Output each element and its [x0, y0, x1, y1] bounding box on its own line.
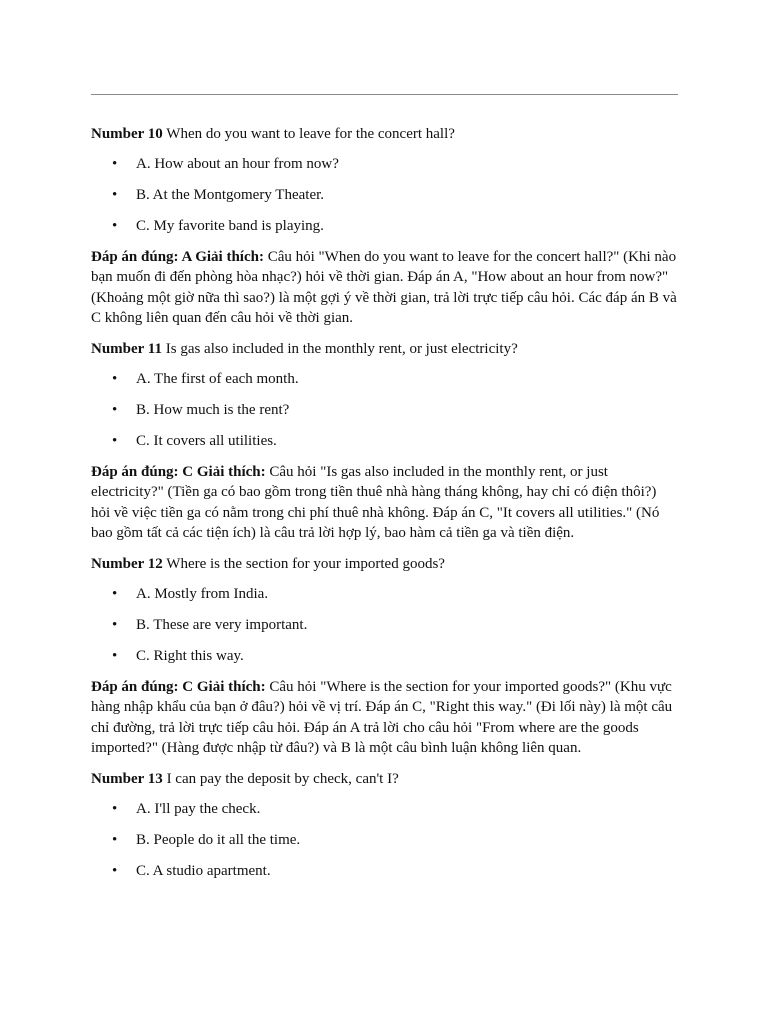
answer-explanation — [91, 462, 678, 544]
explanation-text: Câu hỏi "Is gas also included in the monthly rent, or just electricity?" (Tiền ga có bao gồm trong tiền thuê nhà hàng tháng không, hay chỉ có điện thôi?) hỏi về việc tiền ga có nằm trong chi phí thuê nhà không. Đáp án C, "It covers all utilities." (Nó bao gồm tất cả các tiện ích) là câu trả lời hợp lý, bao hàm cả tiền ga và tiền điện. — [91, 463, 660, 541]
question-line — [91, 339, 678, 360]
option-list — [91, 799, 678, 882]
question-text: When do you want to leave for the concert hall? — [162, 126, 455, 142]
option-item — [91, 216, 678, 237]
answer-label: Đáp án đúng: C Giải thích: — [91, 463, 266, 480]
option-list — [91, 154, 678, 237]
bullet-icon: • — [112, 217, 118, 234]
bullet-icon: • — [112, 155, 118, 172]
option-text: C. Right this way. — [136, 647, 244, 664]
question-block — [91, 339, 678, 544]
option-text: C. It covers all utilities. — [136, 432, 277, 449]
option-text: A. I'll pay the check. — [136, 800, 261, 817]
bullet-icon: • — [112, 585, 118, 602]
question-text: I can pay the deposit by check, can't I? — [162, 771, 399, 787]
question-text: Where is the section for your imported goods? — [162, 556, 445, 572]
question-text: Is gas also included in the monthly rent, or just electricity? — [161, 341, 518, 357]
explanation-text: Câu hỏi "Where is the section for your imported goods?" (Khu vực hàng nhập khẩu của bạn ở đâu?) hỏi về vị trí. Đáp án C, "Right this way." (Đi lối này) là một câu chỉ đường, trả lời trực tiếp câu hỏi. Đáp án A trả lời cho câu hỏi "From where are the goods imported?" (Hàng được nhập từ đâu?) và B là một câu bình luận không liên quan. — [91, 678, 673, 756]
option-item — [91, 646, 678, 667]
option-text: B. How much is the rent? — [136, 401, 290, 418]
question-line — [91, 124, 678, 145]
bullet-icon: • — [112, 370, 118, 387]
option-text: A. How about an hour from now? — [136, 155, 339, 172]
option-text: B. At the Montgomery Theater. — [136, 186, 325, 203]
question-number: Number 10 — [91, 126, 163, 142]
answer-explanation — [91, 247, 678, 329]
answer-label: Đáp án đúng: A Giải thích: — [91, 248, 264, 265]
question-line — [91, 769, 678, 790]
option-item — [91, 185, 678, 206]
question-block — [91, 554, 678, 759]
bullet-icon: • — [112, 862, 118, 879]
option-item — [91, 400, 678, 421]
question-block — [91, 769, 678, 881]
option-text: C. My favorite band is playing. — [136, 217, 324, 234]
option-text: A. Mostly from India. — [136, 585, 269, 602]
option-list — [91, 369, 678, 452]
option-item — [91, 799, 678, 820]
bullet-icon: • — [112, 616, 118, 633]
bullet-icon: • — [112, 432, 118, 449]
option-item — [91, 154, 678, 175]
document-content — [91, 124, 678, 892]
question-number: Number 11 — [91, 341, 162, 357]
bullet-icon: • — [112, 186, 118, 203]
option-item — [91, 830, 678, 851]
option-item — [91, 615, 678, 636]
option-text: C. A studio apartment. — [136, 862, 271, 879]
explanation-text: Câu hỏi "When do you want to leave for the concert hall?" (Khi nào bạn muốn đi đến phòng hòa nhạc?) hỏi về thời gian. Đáp án A, "How about an hour from now?" (Khoảng một giờ nữa thì sao?) là một gợi ý về thời gian, trả lời trực tiếp câu hỏi. Các đáp án B và C không liên quan đến câu hỏi về thời gian. — [91, 248, 677, 326]
option-item — [91, 369, 678, 390]
option-item — [91, 584, 678, 605]
question-line — [91, 554, 678, 575]
option-list — [91, 584, 678, 667]
bullet-icon: • — [112, 647, 118, 664]
bullet-icon: • — [112, 800, 118, 817]
answer-label: Đáp án đúng: C Giải thích: — [91, 678, 266, 695]
option-text: B. These are very important. — [136, 616, 308, 633]
question-number: Number 12 — [91, 556, 163, 572]
bullet-icon: • — [112, 831, 118, 848]
bullet-icon: • — [112, 401, 118, 418]
option-item — [91, 431, 678, 452]
question-number: Number 13 — [91, 771, 163, 787]
option-text: B. People do it all the time. — [136, 831, 301, 848]
option-text: A. The first of each month. — [136, 370, 299, 387]
question-block — [91, 124, 678, 329]
option-item — [91, 861, 678, 882]
answer-explanation — [91, 677, 678, 759]
header-divider — [91, 94, 678, 95]
